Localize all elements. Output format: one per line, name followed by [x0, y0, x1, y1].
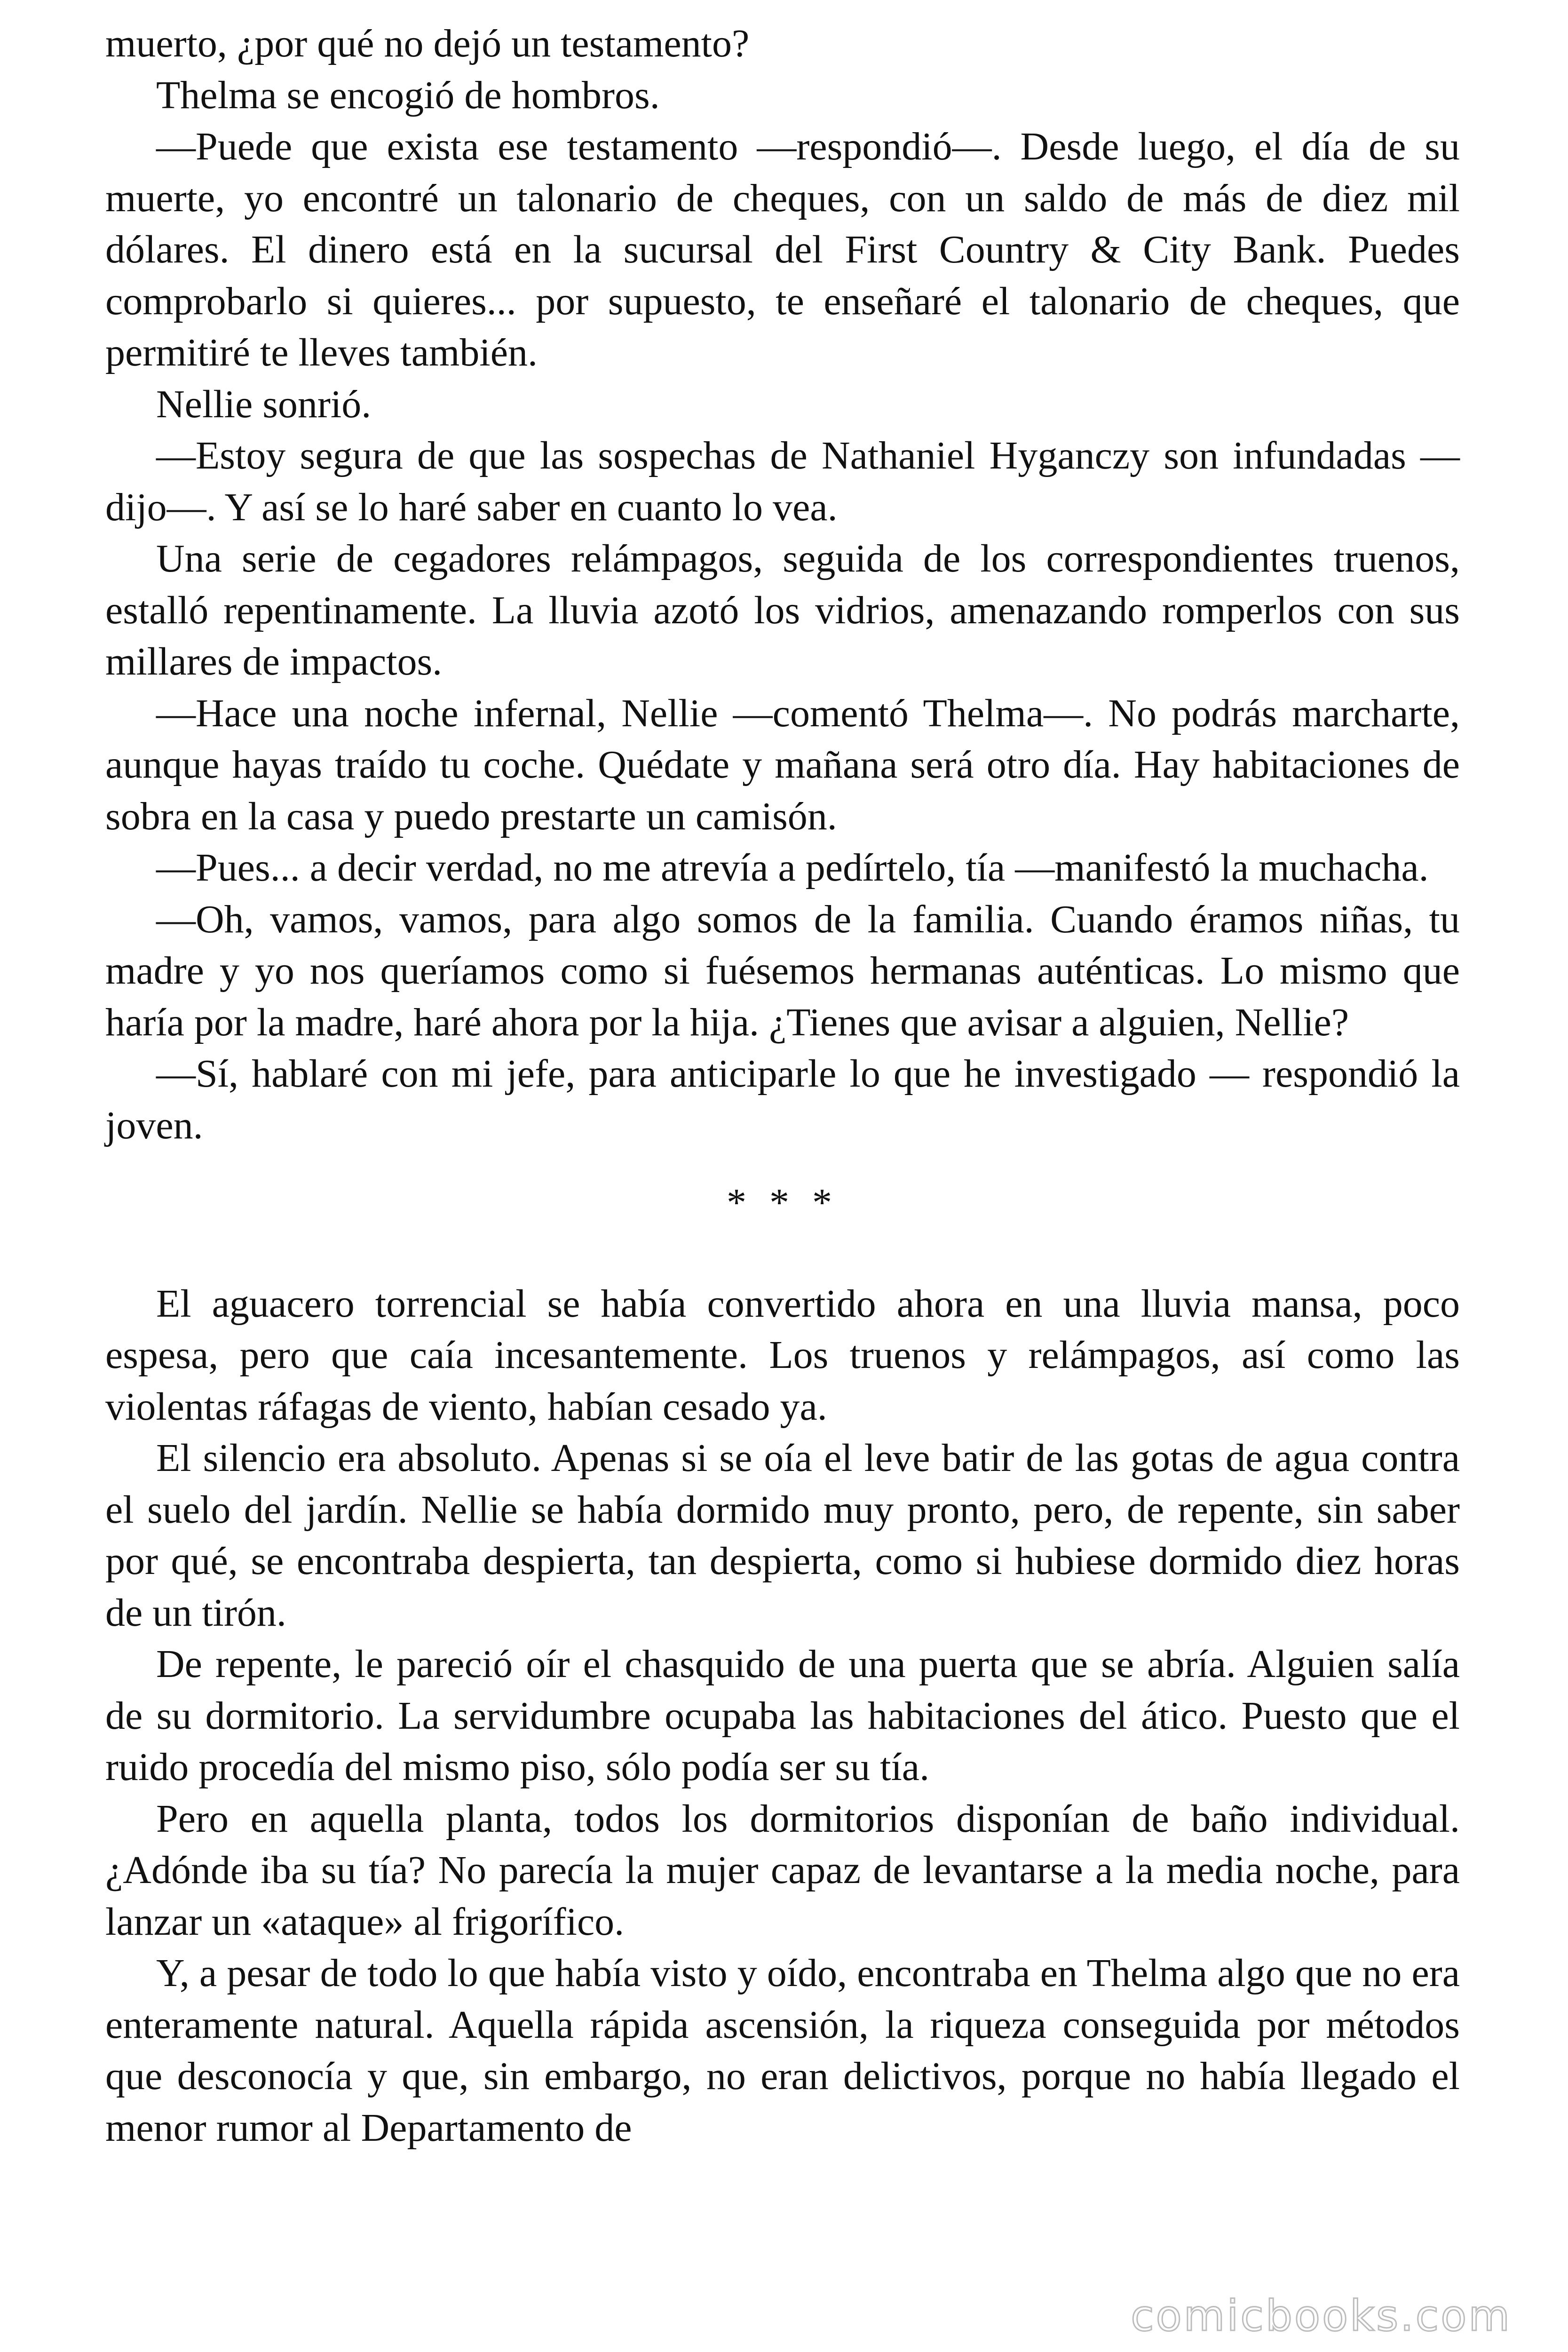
paragraph: Nellie sonrió. [156, 382, 372, 426]
scene-break-separator: * * * [727, 1181, 839, 1224]
text-block-before-break [105, 18, 1460, 1151]
paragraph: —Sí, hablaré con mi jefe, para anticiparle lo que he investigado — respondió la joven. [105, 1052, 1460, 1147]
paragraph: Thelma se encogió de hombros. [156, 73, 660, 117]
paragraph: Una serie de cegadores relámpagos, seguida de los correspondientes truenos, estalló repentinamente. La lluvia azotó los vidrios, amenazando romperlos con sus millares de impactos. [105, 537, 1460, 683]
paragraph: —Pues... a decir verdad, no me atrevía a pedírtelo, tía —manifestó la muchacha. [156, 846, 1429, 890]
paragraph: El silencio era absoluto. Apenas si se oía el leve batir de las gotas de agua contra el suelo del jardín. Nellie se había dormido muy pronto, pero, de repente, sin saber por qué, se encontraba despierta, tan despierta, como si hubiese dormido diez horas de un tirón. [105, 1436, 1460, 1635]
paragraph: —Hace una noche infernal, Nellie —comentó Thelma—. No podrás marcharte, aunque hayas traído tu coche. Quédate y mañana será otro día. Hay habitaciones de sobra en la casa y puedo prestarte un camisón. [105, 691, 1460, 838]
text-block-after-break [105, 1278, 1460, 2154]
paragraph: —Estoy segura de que las sospechas de Nathaniel Hyganczy son infundadas —dijo—. Y así se lo haré saber en cuanto lo vea. [105, 434, 1460, 529]
watermark: comicbooks.com [1131, 2291, 1512, 2341]
paragraph: muerto, ¿por qué no dejó un testamento? [105, 22, 750, 65]
book-page [105, 18, 1460, 2153]
paragraph: Pero en aquella planta, todos los dormitorios disponían de baño individual. ¿Adónde iba su tía? No parecía la mujer capaz de levantarse a la media noche, para lanzar un «ataque» al frigorífico. [105, 1796, 1460, 1944]
paragraph: —Oh, vamos, vamos, para algo somos de la familia. Cuando éramos niñas, tu madre y yo nos queríamos como si fuésemos hermanas auténticas. Lo mismo que haría por la madre, haré ahora por la hija. ¿Tienes que avisar a alguien, Nellie? [105, 897, 1460, 1044]
paragraph: Y, a pesar de todo lo que había visto y oído, encontraba en Thelma algo que no era enteramente natural. Aquella rápida ascensión, la riqueza conseguida por métodos que desconocía y que, sin embargo, no eran delictivos, porque no había llegado el menor rumor al Departamento de [105, 1951, 1460, 2150]
paragraph: El aguacero torrencial se había convertido ahora en una lluvia mansa, poco espesa, pero que caía incesantemente. Los truenos y relámpagos, así como las violentas ráfagas de viento, habían cesado ya. [105, 1281, 1460, 1429]
paragraph: De repente, le pareció oír el chasquido de una puerta que se abría. Alguien salía de su dormitorio. La servidumbre ocupaba las habitaciones del ático. Puesto que el ruido procedía del mismo piso, sólo podía ser su tía. [105, 1642, 1460, 1789]
paragraph: —Puede que exista ese testamento —respondió—. Desde luego, el día de su muerte, yo encontré un talonario de cheques, con un saldo de más de diez mil dólares. El dinero está en la sucursal del First Country & City Bank. Puedes comprobarlo si quieres... por supuesto, te enseñaré el talonario de cheques, que permitiré te lleves también. [105, 125, 1460, 374]
